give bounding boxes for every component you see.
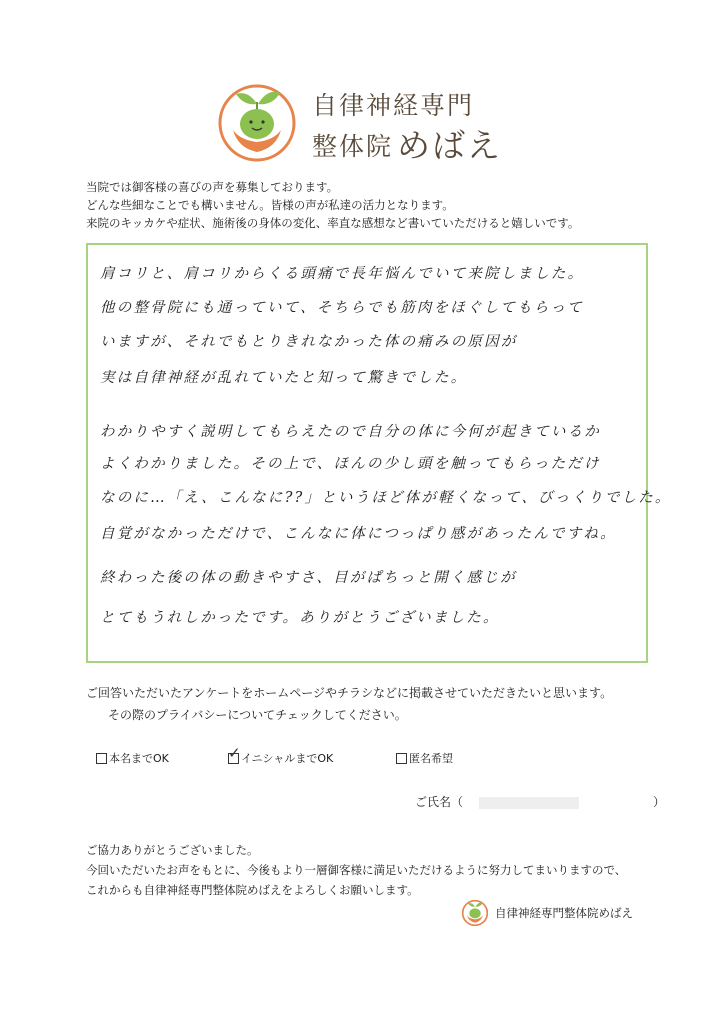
name-close: ） xyxy=(653,795,666,809)
option-label: 本名までOK xyxy=(109,752,169,765)
handwritten-line: 終わった後の体の動きやすさ、目がぱちっと開く感じが xyxy=(100,570,517,586)
footer-brand: 自律神経専門整体院めばえ xyxy=(495,906,633,920)
handwritten-line: なのに…「え、こんなに??」というほど体が軽くなって、びっくりでした。 xyxy=(100,490,672,506)
handwritten-line: いますが、それでもとりきれなかった体の痛みの原因が xyxy=(100,334,518,350)
checkmark-icon: ✓ xyxy=(228,743,241,762)
checkbox-initials[interactable] xyxy=(228,743,241,764)
brand-hiragana: めばえ xyxy=(397,126,503,165)
option-anonymous[interactable] xyxy=(396,750,453,766)
brand-title-line1: 自律神経専門 xyxy=(312,91,475,120)
consent-instruction: その際のプライバシーについてチェックしてください。 xyxy=(108,708,407,722)
checkbox-anonymous[interactable] xyxy=(396,753,407,764)
checkbox-real-name[interactable] xyxy=(96,753,107,764)
handwritten-line: とてもうれしかったです。ありがとうございました。 xyxy=(100,610,500,626)
handwritten-line: 実は自律神経が乱れていたと知って驚きでした。 xyxy=(100,370,468,386)
name-field xyxy=(415,793,665,810)
intro-line: どんな些細なことでも構いません。皆様の声が私達の活力となります。 xyxy=(86,198,454,212)
handwritten-line: わかりやすく説明してもらえたので自分の体に今何が起きているか xyxy=(100,424,601,440)
closing-line: 今回いただいたお声をもとに、今後もより一層御客様に満足いただけるように努力してまいりますので、 xyxy=(86,863,627,877)
mebae-logo xyxy=(218,82,296,164)
handwritten-line: よくわかりました。その上で、ほんの少し頭を触ってもらっただけ xyxy=(100,456,601,472)
option-label: イニシャルまでOK xyxy=(241,752,334,765)
footer-logo xyxy=(462,899,488,927)
intro-text xyxy=(86,178,686,232)
redacted-name xyxy=(479,797,579,809)
name-label: ご氏名（ xyxy=(415,795,464,809)
option-initials[interactable] xyxy=(228,743,334,766)
option-label: 匿名希望 xyxy=(409,752,453,765)
brand-title-line2 xyxy=(312,120,502,167)
closing-text xyxy=(86,840,626,900)
intro-line: 当院では御客様の喜びの声を募集しております。 xyxy=(86,180,339,194)
closing-line: これからも自律神経専門整体院めばえをよろしくお願いします。 xyxy=(86,883,419,897)
intro-line: 来院のキッカケや症状、施術後の身体の変化、率直な感想など書いていただけると嬉しいです。 xyxy=(86,216,580,230)
consent-question: ご回答いただいたアンケートをホームページやチラシなどに掲載させていただきたいと思います。 xyxy=(86,686,613,700)
handwritten-line: 他の整骨院にも通っていて、そちらでも筋肉をほぐしてもらって xyxy=(100,300,584,316)
brand-kanji: 整体院 xyxy=(312,132,394,161)
closing-line: ご協力ありがとうございました。 xyxy=(86,843,259,857)
option-real-name[interactable] xyxy=(96,750,169,766)
handwritten-line: 肩コリと、肩コリからくる頭痛で長年悩んでいて来院しました。 xyxy=(100,266,585,282)
handwritten-line: 自覚がなかっただけで、こんなに体につっぱり感があったんですね。 xyxy=(100,526,617,542)
